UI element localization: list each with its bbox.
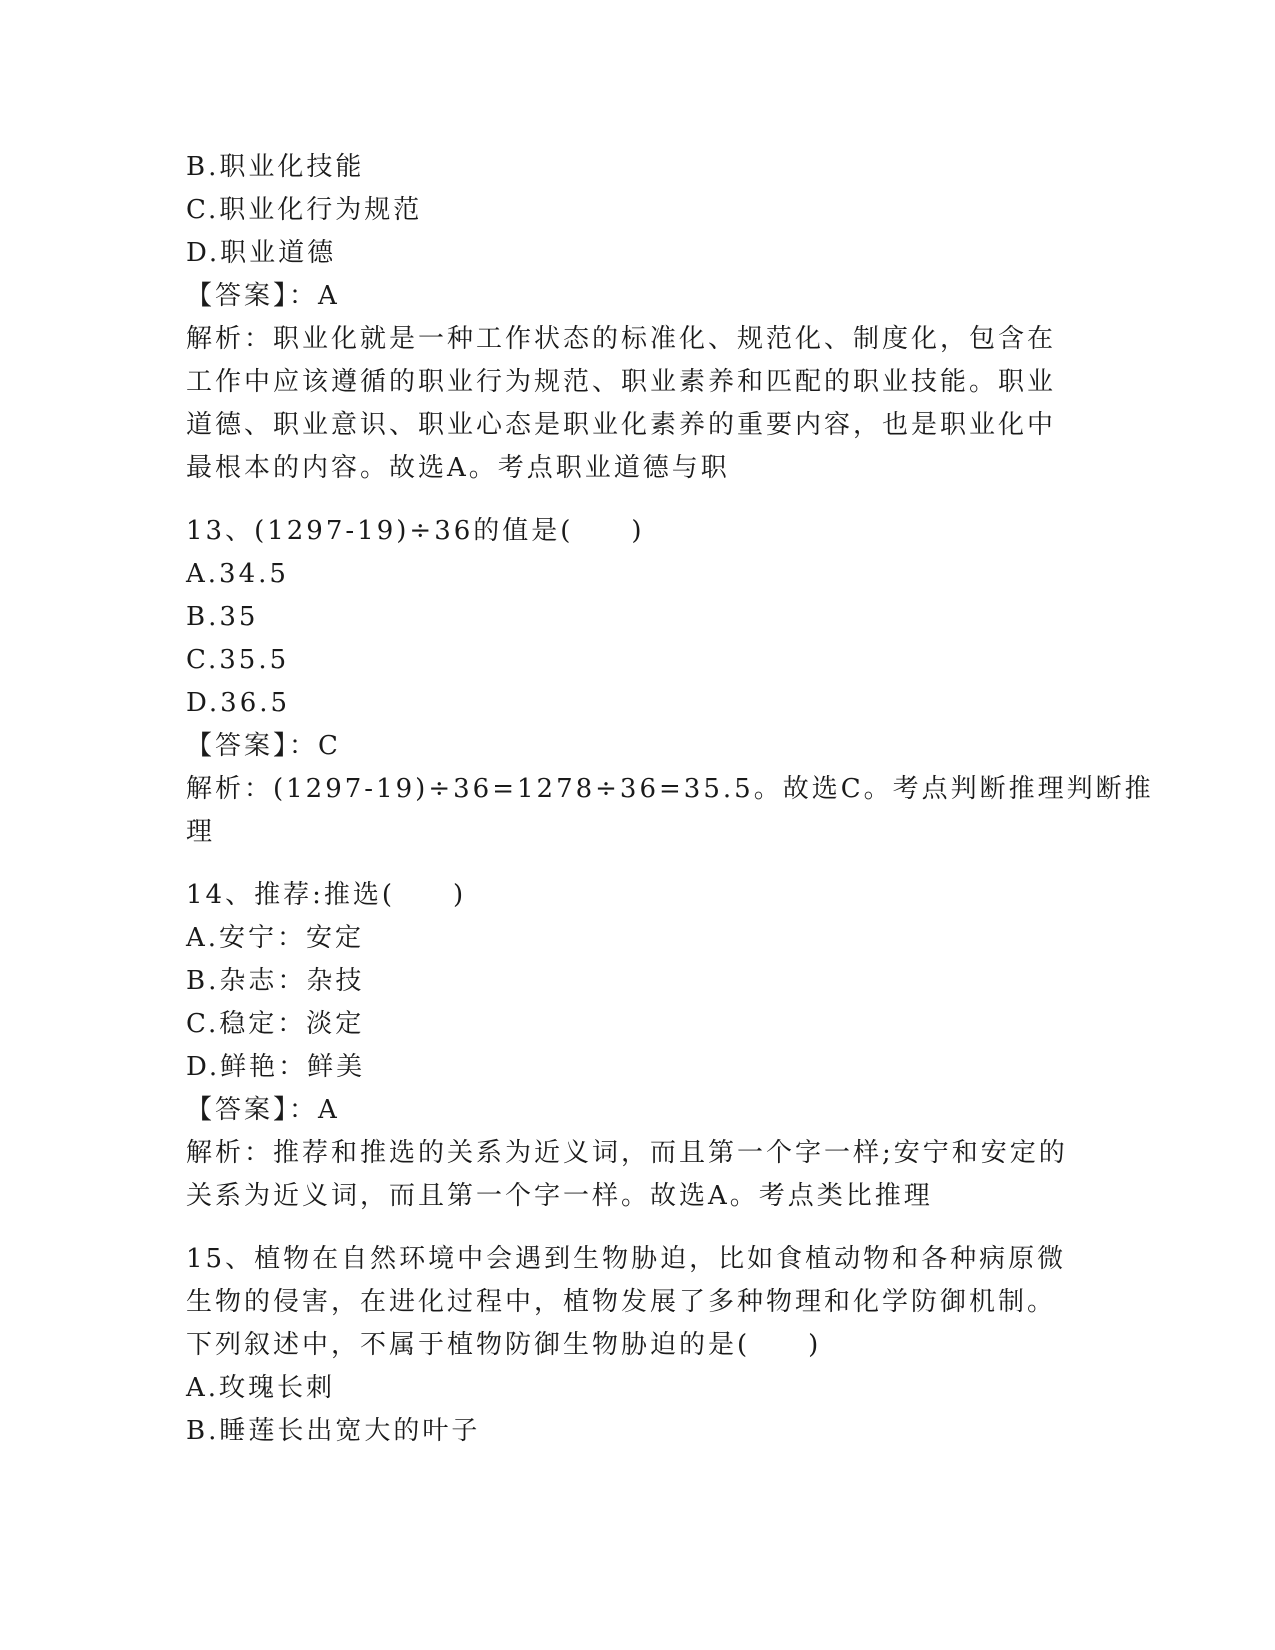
answer-line: 【答案】：C (186, 731, 341, 761)
analysis-line: 道德、职业意识、职业心态是职业化素养的重要内容，也是职业化中 (186, 410, 1057, 440)
question-stem: 15、植物在自然环境中会遇到生物胁迫，比如食植动物和各种病原微 (186, 1244, 1067, 1274)
question-14-block (186, 874, 1086, 1218)
analysis-line: 最根本的内容。故选A。考点职业道德与职 (186, 453, 730, 483)
option-a: A.玫瑰长刺 (186, 1373, 336, 1403)
answer-line: 【答案】：A (186, 1095, 340, 1125)
option-c: C.稳定：淡定 (186, 1009, 365, 1039)
analysis-line: 解析：(1297-19)÷36=1278÷36=35.5。故选C。考点判断推理判断推 (186, 774, 1154, 804)
analysis-line: 理 (186, 817, 216, 847)
option-b: B.职业化技能 (186, 152, 365, 182)
option-d: D.职业道德 (186, 238, 337, 268)
option-b: B.35 (186, 602, 259, 632)
answer-line: 【答案】：A (186, 281, 340, 311)
question-stem: 14、推荐:推选( ) (186, 880, 467, 910)
question-stem: 13、(1297-19)÷36的值是( ) (186, 516, 645, 546)
option-b: B.睡莲长出宽大的叶子 (186, 1416, 481, 1446)
option-b: B.杂志：杂技 (186, 966, 365, 996)
analysis-line: 解析：职业化就是一种工作状态的标准化、规范化、制度化，包含在 (186, 324, 1057, 354)
question-13-block (186, 510, 1154, 854)
question-12-block (186, 146, 1086, 490)
analysis-line: 关系为近义词，而且第一个字一样。故选A。考点类比推理 (186, 1181, 933, 1211)
question-stem: 下列叙述中，不属于植物防御生物胁迫的是( ) (186, 1330, 822, 1360)
option-d: D.36.5 (186, 688, 291, 718)
option-c: C.35.5 (186, 645, 290, 675)
option-d: D.鲜艳：鲜美 (186, 1052, 366, 1082)
option-a: A.安宁：安定 (186, 923, 365, 953)
analysis-line: 工作中应该遵循的职业行为规范、职业素养和匹配的职业技能。职业 (186, 367, 1057, 397)
analysis-line: 解析：推荐和推选的关系为近义词，而且第一个字一样;安宁和安定的 (186, 1138, 1068, 1168)
option-a: A.34.5 (186, 559, 289, 589)
document-page (186, 146, 1154, 1453)
question-15-block (186, 1238, 1086, 1453)
question-stem: 生物的侵害，在进化过程中，植物发展了多种物理和化学防御机制。 (186, 1287, 1057, 1317)
option-c: C.职业化行为规范 (186, 195, 423, 225)
